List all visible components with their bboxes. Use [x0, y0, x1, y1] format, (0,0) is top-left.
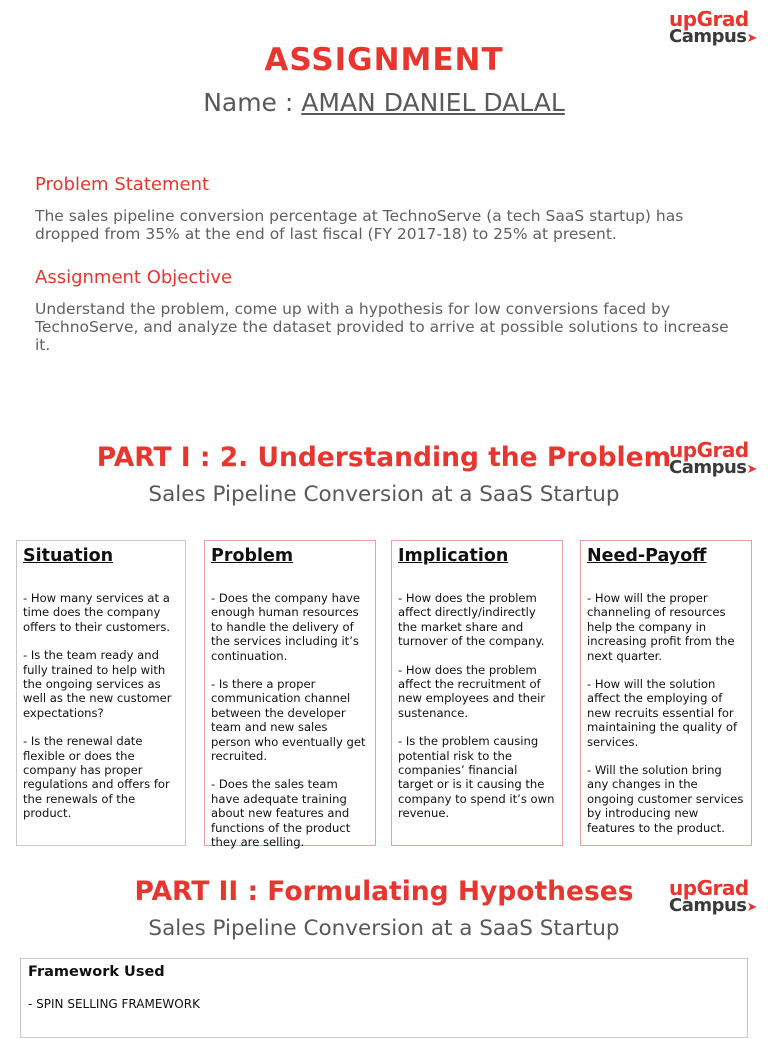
- page-title: ASSIGNMENT: [264, 42, 504, 78]
- objective-text: Understand the problem, come up with a hypothesis for low conversions faced by TechnoServe, and analyze the dataset provided to arrive at possible solutions to increase it.: [35, 300, 729, 354]
- objective-heading: Assignment Objective: [35, 267, 233, 288]
- card-point: - Is there a proper communication channel between the developer team and new sales person who eventually get recruited.: [211, 677, 366, 764]
- part1-subtitle: Sales Pipeline Conversion at a SaaS Startup: [148, 482, 620, 507]
- card-point: - How does the problem affect directly/indirectly the market share and turnover of the company.: [398, 591, 545, 649]
- card-heading: Situation: [23, 546, 114, 566]
- card-point: - Is the renewal date flexible or does the company has proper regulations and offers for the renewals of the product.: [23, 734, 170, 821]
- name-line: [0, 88, 768, 117]
- need-payoff-card: [580, 540, 752, 846]
- implication-card: [391, 540, 563, 846]
- upgrad-campus-logo: upGrad Campus➤: [669, 7, 757, 47]
- name-value: AMAN DANIEL DALAL: [301, 88, 565, 117]
- card-point: - Is the problem causing potential risk to the companies’ financial target or is it causing the company to spend it’s own revenue.: [398, 734, 555, 821]
- part2-title: PART II : Formulating Hypotheses: [134, 876, 634, 907]
- card-point: - Does the sales team have adequate training about new features and functions of the product they are selling.: [211, 777, 351, 850]
- card-heading: Implication: [398, 546, 509, 566]
- card-point: - Does the company have enough human resources to handle the delivery of the services including it’s continuation.: [211, 591, 361, 663]
- name-label: Name :: [203, 88, 302, 117]
- arrow-right-icon: ➤: [746, 462, 757, 477]
- card-point: - How many services at a time does the company offers to their customers.: [23, 591, 171, 634]
- card-heading: Problem: [211, 546, 294, 566]
- arrow-right-icon: ➤: [746, 900, 757, 915]
- card-point: - Is the team ready and fully trained to help with the ongoing services as well as the new customer expectations?: [23, 648, 172, 720]
- upgrad-campus-logo: upGrad Campus➤: [669, 438, 757, 478]
- card-heading: Need-Payoff: [587, 546, 707, 566]
- card-point: - How does the problem affect the recruitment of new employees and their sustenance.: [398, 662, 546, 720]
- problem-statement-text: The sales pipeline conversion percentage at TechnoServe (a tech SaaS startup) has dropped from 35% at the end of last fiscal (FY 2017-18) to 25% at present.: [35, 207, 684, 243]
- part1-title: PART I : 2. Understanding the Problem: [96, 442, 672, 473]
- framework-title: Framework Used: [28, 964, 165, 980]
- framework-box: [20, 958, 748, 1038]
- arrow-right-icon: ➤: [746, 31, 757, 46]
- framework-item: - SPIN SELLING FRAMEWORK: [28, 997, 200, 1011]
- situation-card: [16, 540, 186, 846]
- card-point: - How will the proper channeling of resources help the company in increasing profit from the next quarter.: [587, 591, 735, 663]
- card-point: - Will the solution bring any changes in the ongoing customer services by introducing new features to the product.: [587, 763, 744, 835]
- problem-statement-heading: Problem Statement: [35, 174, 210, 195]
- upgrad-campus-logo: upGrad Campus➤: [669, 876, 757, 916]
- card-point: - How will the solution affect the employing of new recruits essential for maintaining the quality of services.: [587, 677, 738, 749]
- problem-card: [204, 540, 376, 850]
- part2-subtitle: Sales Pipeline Conversion at a SaaS Startup: [148, 916, 620, 941]
